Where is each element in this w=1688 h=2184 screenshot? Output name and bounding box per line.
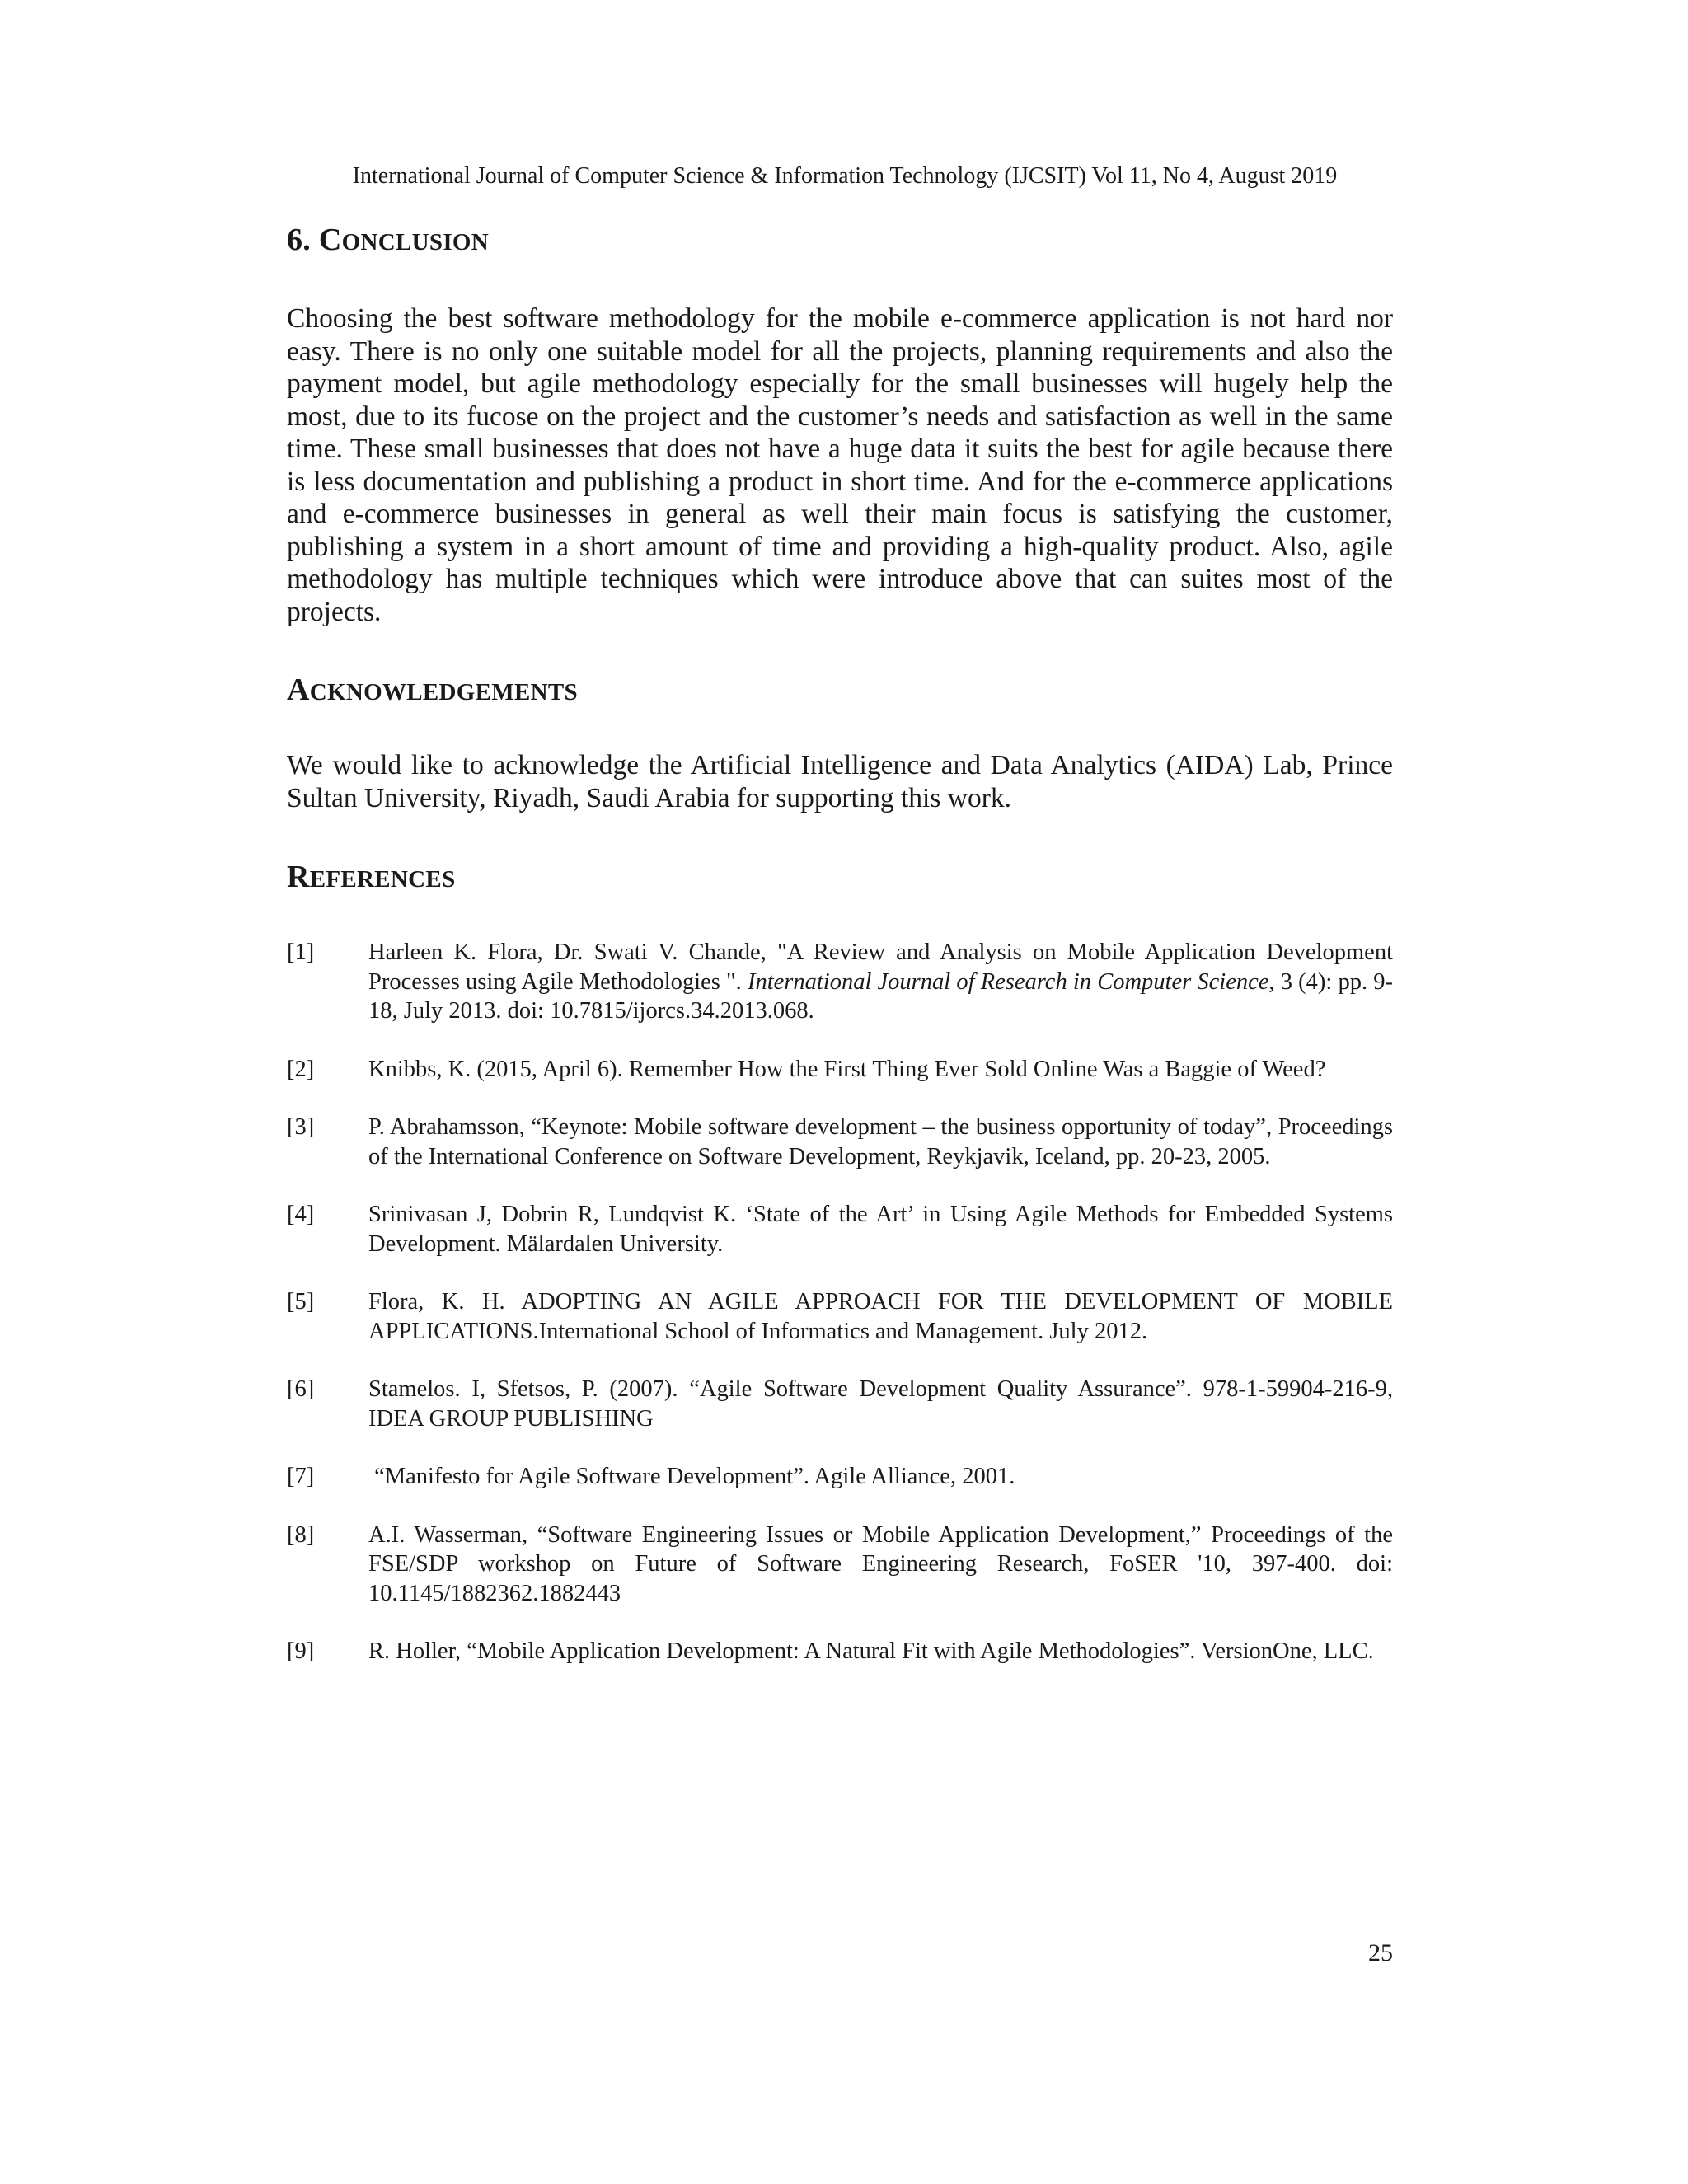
reference-number: [2] <box>287 1056 315 1082</box>
reference-item-1 <box>287 938 1393 1026</box>
reference-number: [6] <box>287 1376 315 1402</box>
acknowledgements-title-rest: CKNOWLEDGEMENTS <box>309 679 578 705</box>
references-title-initial: R <box>287 860 310 894</box>
reference-item-7 <box>287 1462 1393 1492</box>
reference-list <box>287 938 1393 1666</box>
reference-text: R. Holler, “Mobile Application Development: A Natural Fit with Agile Methodologies”. VersionOne, LLC. <box>368 1638 1374 1664</box>
reference-item-8 <box>287 1521 1393 1609</box>
acknowledgements-title-initial: A <box>287 673 310 707</box>
reference-text: Stamelos. I, Sfetsos, P. (2007). “Agile Software Development Quality Assurance”. 978-1-59904-216-9, IDEA GROUP PUBLISHING <box>368 1376 1393 1432</box>
reference-number: [8] <box>287 1521 315 1548</box>
reference-item-4 <box>287 1200 1393 1258</box>
reference-text <box>368 938 1393 1026</box>
conclusion-title-initial: C <box>318 223 342 257</box>
reference-text: Flora, K. H. ADOPTING AN AGILE APPROACH FOR THE DEVELOPMENT OF MOBILE APPLICATIONS.International School of Informatics and Management. July 2012. <box>368 1289 1393 1344</box>
reference-item-9 <box>287 1637 1393 1666</box>
conclusion-title-rest: ONCLUSION <box>341 229 489 255</box>
reference-number: [5] <box>287 1289 315 1315</box>
page-number: 25 <box>1368 1939 1393 1966</box>
running-header: International Journal of Computer Science & Information Technology (IJCSIT) Vol 11, No 4, August 2019 <box>352 163 1338 189</box>
reference-text: A.I. Wasserman, “Software Engineering Issues or Mobile Application Development,” Proceedings of the FSE/SDP workshop on Future of Software Engineering Research, FoSER '10, 397-400. doi: 10.1145/1882362.1882443 <box>368 1521 1393 1606</box>
reference-item-6 <box>287 1375 1393 1433</box>
reference-text-tail: , 3 (4): pp. 9-18, July 2013. doi: 10.7815/ijorcs.34.2013.068. <box>368 968 1393 1024</box>
reference-item-2 <box>287 1055 1393 1085</box>
reference-text: Srinivasan J, Dobrin R, Lundqvist K. ‘State of the Art’ in Using Agile Methods for Embedded Systems Development. Mälardalen University. <box>368 1202 1393 1257</box>
page-content <box>287 221 1393 1695</box>
references-heading <box>287 858 1393 898</box>
conclusion-heading <box>287 221 1393 261</box>
reference-journal-title: International Journal of Research in Computer Science <box>747 968 1269 995</box>
acknowledgements-paragraph: We would like to acknowledge the Artificial Intelligence and Data Analytics (AIDA) Lab, Prince Sultan University, Riyadh, Saudi Arabia for supporting this work. <box>287 750 1393 813</box>
reference-number: [7] <box>287 1464 315 1489</box>
reference-number: [4] <box>287 1202 315 1227</box>
reference-item-3 <box>287 1113 1393 1171</box>
reference-text: Knibbs, K. (2015, April 6). Remember How the First Thing Ever Sold Online Was a Baggie of Weed? <box>368 1056 1326 1082</box>
references-title-rest: EFERENCES <box>309 866 456 893</box>
reference-text: P. Abrahamsson, “Keynote: Mobile software development – the business opportunity of today”, Proceedings of the International Conference on Software Development, Reykjavik, Iceland, pp. 20-23, 2005. <box>368 1114 1393 1169</box>
reference-number: [9] <box>287 1638 315 1664</box>
reference-text-main: Harleen K. Flora, Dr. Swati V. Chande, "A Review and Analysis on Mobile Application Development Processes using Agile Methodologies ". <box>368 940 1393 995</box>
conclusion-paragraph: Choosing the best software methodology for the mobile e-commerce application is not hard nor easy. There is no only one suitable model for all the projects, planning requirements and also the payment model, but agile methodology especially for the small businesses will hugely help the most, due to its fucose on the project and the customer’s needs and satisfaction as well in the same time. These small businesses that does not have a huge data it suits the best for agile because there is less documentation and publishing a product in short time. And for the e-commerce applications and e-commerce businesses in general as well their main focus is satisfying the customer, publishing a system in a short amount of time and providing a high-quality product. Also, agile methodology has multiple techniques which were introduce above that can suites most of the projects. <box>287 303 1393 627</box>
conclusion-number: 6. <box>287 223 319 257</box>
reference-text: “Manifesto for Agile Software Development”. Agile Alliance, 2001. <box>368 1464 1015 1489</box>
acknowledgements-heading <box>287 671 1393 711</box>
reference-item-5 <box>287 1287 1393 1346</box>
reference-number: [3] <box>287 1114 315 1140</box>
reference-number: [1] <box>287 940 315 965</box>
